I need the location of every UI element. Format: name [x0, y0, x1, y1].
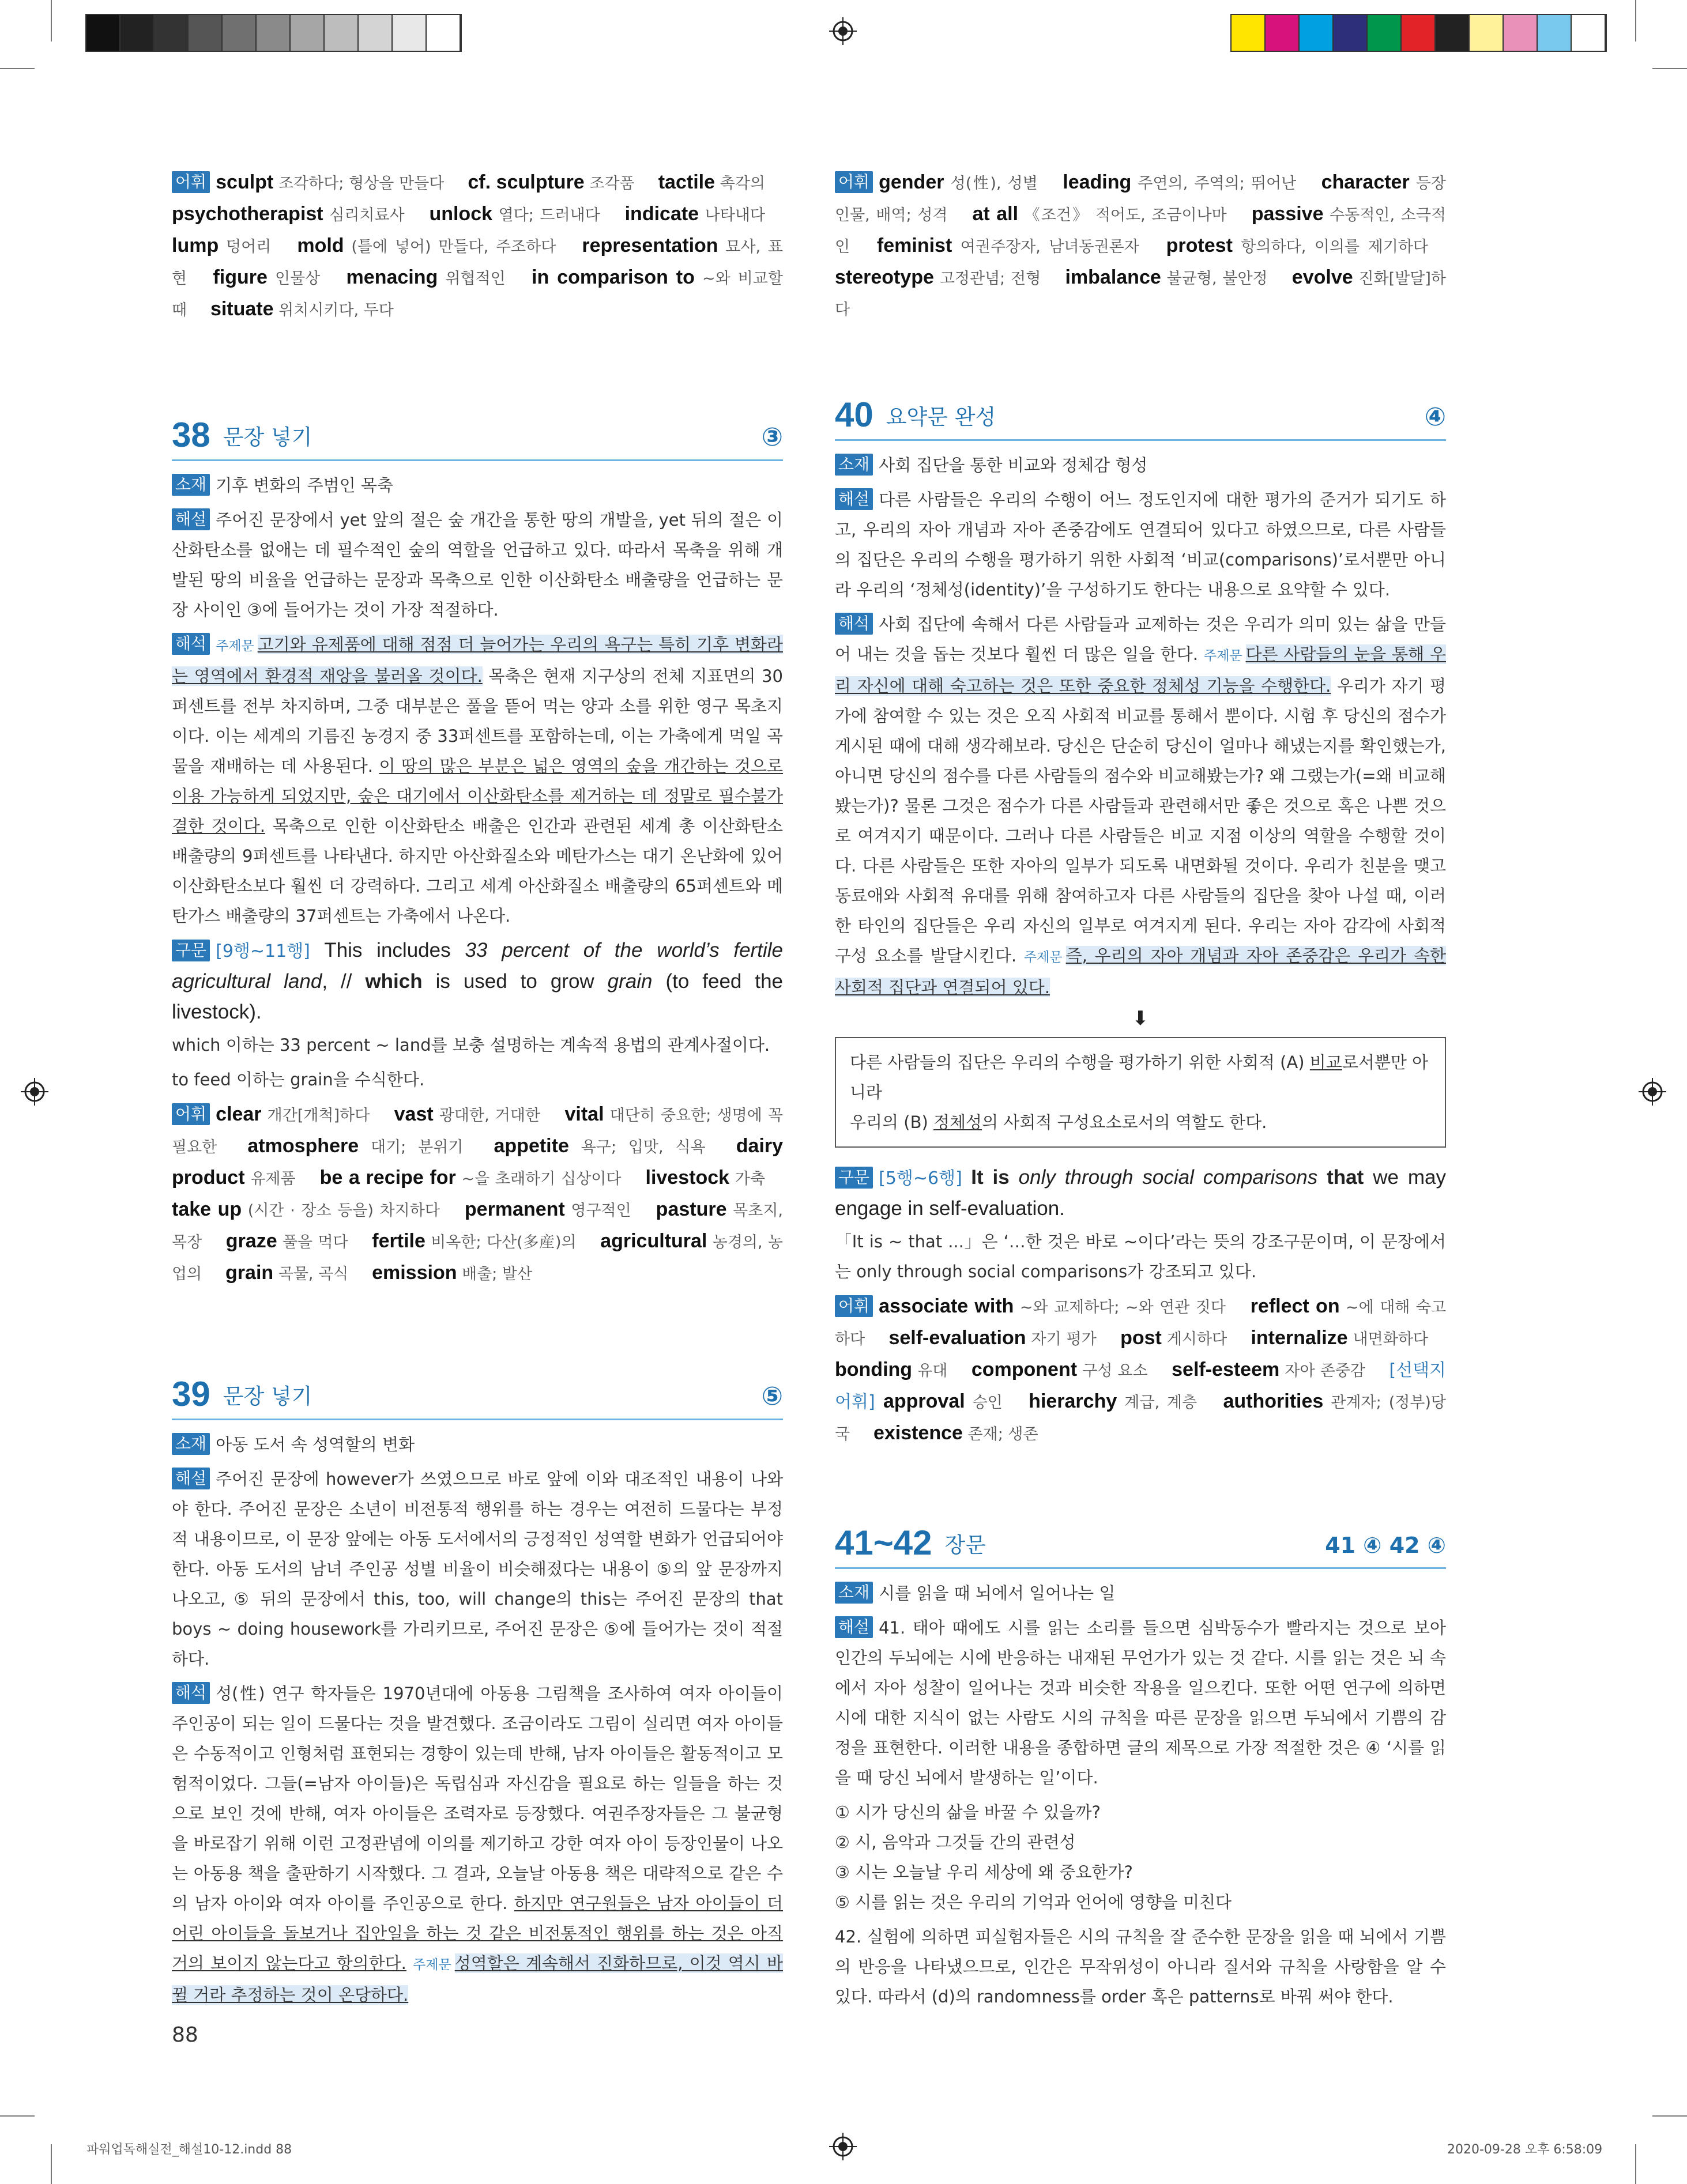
vocab-meaning: 광대한, 거대한 [433, 1107, 541, 1125]
process-color-bar [1230, 14, 1607, 52]
vocab-item [1065, 267, 1267, 288]
answer-mark: ⑤ [761, 1382, 783, 1411]
topic-text: 아동 도서 속 성역할의 변화 [216, 1435, 415, 1454]
vocab-meaning: 농경의, 농업의 [172, 1234, 783, 1283]
summary-text: 우리의 (B) [850, 1112, 928, 1132]
crop-mark [0, 2115, 35, 2117]
vocab-word: imbalance [1065, 266, 1161, 288]
color-swatch [1470, 15, 1504, 51]
vocab-item [1172, 1360, 1365, 1380]
vocab-item [247, 1136, 463, 1157]
vocab-word: figure [213, 266, 268, 288]
vocab-meaning: 위협적인 [438, 270, 506, 288]
option-list [835, 1797, 1446, 1917]
topic-sentence-label: 주제문 [413, 1957, 451, 1972]
vocab-meaning: 관계자; (정부)당국 [835, 1394, 1447, 1443]
structure-tag: 구문 [172, 940, 210, 961]
vocab-word: psychotherapist [172, 203, 323, 225]
right-column [835, 167, 1446, 2016]
color-swatch [325, 15, 359, 51]
vocab-meaning: 유제품 [244, 1170, 296, 1188]
color-swatch [427, 15, 461, 51]
vocab-word: self-evaluation [888, 1327, 1026, 1349]
vocab-item [394, 1104, 540, 1125]
vocab-item [1120, 1328, 1227, 1349]
vocab-meaning: ~에 대해 숙고하다 [835, 1299, 1447, 1348]
explain-tag: 해설 [172, 508, 210, 530]
color-swatch [257, 15, 291, 51]
vocab-meaning: ~와 교제하다; ~와 연관 짓다 [1014, 1299, 1226, 1317]
vocab-word: gender [879, 171, 944, 193]
question-type: 문장 넣기 [223, 425, 312, 450]
vocab-meaning: 게시하다 [1161, 1330, 1227, 1348]
vocab-word: emission [372, 1262, 457, 1284]
vocab-meaning: 등장인물, 배역; 성격 [835, 175, 1447, 224]
color-swatch [1232, 15, 1266, 51]
option-item: ① 시가 당신의 삶을 바꿀 수 있을까? [835, 1802, 1101, 1822]
structure-tag: 구문 [835, 1167, 873, 1189]
topic-sentence-label: 주제문 [1203, 648, 1242, 663]
structure-note: which 이하는 33 percent ~ land를 보충 설명하는 계속적 용법의 관계사절이다. [172, 1035, 770, 1055]
vocab-tag: 어휘 [172, 171, 210, 193]
vocab-word: grain [225, 1262, 274, 1284]
vocab-meaning: 개간[개척]하다 [261, 1107, 370, 1125]
vocab-item [873, 1423, 1038, 1444]
vocab-word: tactile [658, 171, 715, 193]
vocab-block-38 [172, 1099, 783, 1289]
translation-text: 목축은 현재 지구상의 전체 지표면의 30퍼센트를 전부 차지하며, 그중 대부분은 풀을 뜯어 먹는 양과 소를 위한 영구 목초지이다. 이는 세계의 기름진 농경지 중 33퍼센트를 포함하는데, 이는 가축에게 먹일 곡물을 재배하는 데 사용된다. [172, 666, 783, 776]
vocab-word: lump [172, 235, 219, 257]
vocab-meaning: 존재; 생존 [962, 1425, 1038, 1443]
translation-text: 사회 집단에 속해서 다른 사람들과 교제하는 것은 우리가 의미 있는 삶을 만들어 내는 것을 돕는 것보다 훨씬 더 많은 일을 한다. [835, 614, 1446, 664]
vocab-word: dairy product [172, 1135, 784, 1189]
explain-tag: 해설 [835, 1616, 873, 1638]
vocab-item [1063, 172, 1296, 193]
summary-text: 의 사회적 구성요소로서의 역할도 한다. [982, 1112, 1267, 1132]
underlined-sentence: 이 땅의 많은 부분은 넓은 영역의 숲을 개간하는 것으로 이용 가능하게 되었지만, 숲은 대기에서 이산화탄소를 제거하는 데 정말로 필수불가결한 것이다. [172, 756, 783, 836]
question-type: 요약문 완성 [886, 405, 996, 429]
vocab-item [347, 267, 506, 288]
vocab-item [225, 1263, 348, 1284]
vocab-meaning: 영구적인 [564, 1202, 631, 1220]
grayscale-color-bar [85, 14, 462, 52]
topic-text: 시를 읽을 때 뇌에서 일어나는 일 [879, 1583, 1116, 1603]
answer-mark: ③ [761, 423, 783, 452]
vocab-item [372, 1231, 576, 1252]
vocab-word: leading [1063, 171, 1132, 193]
vocab-word: passive [1251, 203, 1324, 225]
explanation-text: 주어진 문장에 however가 쓰였으므로 바로 앞에 이와 대조적인 내용이 나와야 한다. 주어진 문장은 소년이 비전통적 행위를 하는 경우는 여전히 드물다는 부정적 내용이므로, 이 문장 앞에는 아동 도서에서의 긍정적인 성역할 변화가 언급되어야 한다. 아동 도서의 남녀 주인공 성별 비율이 비슷해졌다는 내용이 ⑤의 앞 문장까지 나오고, ⑤ 뒤의 문장에서 this, too, will change의 this는 주어진 문장의 that boys ~ doing housework를 가리키므로, 주어진 문장은 ⑤에 들어가는 것이 적절하다. [172, 1469, 783, 1669]
vocab-meaning: 심리치료사 [323, 206, 405, 224]
topic-sentence-label: 주제문 [216, 639, 254, 654]
question-type: 장문 [944, 1533, 986, 1557]
vocab-meaning: 대단히 중요한; 생명에 꼭 필요한 [172, 1107, 783, 1156]
vocab-meaning: 풀을 먹다 [277, 1234, 348, 1251]
summary-box [835, 1037, 1446, 1148]
vocab-meaning: 여권주장자, 남녀동권론자 [952, 238, 1139, 256]
translation-tag: 해석 [835, 613, 873, 635]
option-item: ② 시, 음악과 그것들 간의 관련성 [835, 1832, 1076, 1852]
color-swatch [1368, 15, 1402, 51]
explanation-text: 41. 태아 때에도 시를 읽는 소리를 들으면 심박동수가 빨라지는 것으로 보아 인간의 두뇌에는 시에 반응하는 내재된 무언가가 있는 것 같다. 시를 읽는 것은 뇌 속에서 자아 성찰이 일어나는 것과 비슷한 작용을 일으킨다. 또한 어떤 연구에 의하면 시에 대한 지식이 없는 사람도 시의 규칙을 따른 문장을 읽으면 두뇌에서 기쁨의 감정을 표현한다. 이러한 내용을 종합하면 글의 제목으로 가장 적절한 것은 ④ ‘시를 읽을 때 당신 뇌에서 발생하는 일’이다. [835, 1618, 1446, 1787]
translation-tag: 해석 [172, 1682, 210, 1704]
vocab-word: clear [216, 1103, 262, 1125]
vocab-word: at all [972, 203, 1019, 225]
underlined-sentence: 하지만 연구원들은 남자 아이들이 더 어린 아이들을 돌보거나 집안일을 하는 것 같은 비전통적인 행위를 하는 것은 아직 거의 보이지 않는다고 항의한다. [172, 1893, 783, 1973]
color-swatch [1504, 15, 1538, 51]
topic-line [172, 470, 783, 500]
explanation-text: 다른 사람들은 우리의 수행이 어느 정도인지에 대한 평가의 준거가 되기도 하고, 우리의 자아 개념과 자아 존중감에도 연결되어 있다고 하였으므로, 다른 사람들의 집단은 우리의 수행을 평가하기 위한 사회적 ‘비교(comparisons)’로서뿐만 아니라 우리의 ‘정체성(identity)’을 구성하기도 한다는 내용으로 요약할 수 있다. [835, 490, 1446, 599]
vocab-meaning: 목초지, 목장 [172, 1202, 783, 1251]
registration-mark-icon [829, 17, 857, 45]
explain-tag: 해설 [835, 488, 873, 510]
vocab-word: hierarchy [1029, 1390, 1117, 1412]
vocab-word: graze [225, 1230, 277, 1252]
registration-mark-icon [21, 1078, 48, 1106]
vocab-word: agricultural [600, 1230, 707, 1252]
topic-tag: 소재 [172, 1433, 210, 1455]
vocab-word: unlock [429, 203, 493, 225]
vocab-word: post [1120, 1327, 1162, 1349]
vocab-word: take up [172, 1198, 242, 1220]
structure-note: to feed 이하는 grain을 수식한다. [172, 1070, 425, 1089]
vocab-meaning: 유대 [912, 1362, 948, 1380]
section-header-41-42 [835, 1525, 1446, 1569]
vocab-block-37 [172, 167, 783, 326]
vocab-item [625, 204, 765, 225]
translation-tag: 해석 [172, 633, 210, 655]
vocab-word: mold [297, 235, 344, 257]
option-vocab-label: [선택지 어휘] [835, 1360, 1447, 1412]
crop-mark [1652, 68, 1687, 69]
answer-mark: ④ [1424, 402, 1446, 432]
vocab-item [216, 172, 444, 193]
vocab-word: vital [564, 1103, 604, 1125]
vocab-item [213, 267, 320, 288]
vocab-word: character [1321, 171, 1410, 193]
vocab-word: indicate [624, 203, 699, 225]
topic-line [835, 450, 1446, 480]
vocab-meaning: 묘사, 표현 [172, 238, 783, 288]
vocab-word: associate with [879, 1295, 1014, 1317]
vocab-word: reflect on [1250, 1295, 1340, 1317]
section-header-40 [835, 397, 1446, 441]
vocab-meaning: 배출; 발산 [457, 1265, 533, 1283]
vocab-item [972, 204, 1226, 225]
vocab-meaning: 계급, 계층 [1117, 1394, 1198, 1412]
vocab-item [210, 299, 394, 320]
vocab-item [883, 1391, 1003, 1412]
color-swatch [393, 15, 427, 51]
summary-text: 로서뿐만 아니라 [850, 1053, 1429, 1102]
translation-text: 목축으로 인한 이산화탄소 배출은 인간과 관련된 세계 총 이산화탄소 배출량의 9퍼센트를 나타낸다. 하지만 아산화질소와 메탄가스는 대기 온난화에 있어 이산화탄소보다 훨씬 더 강력하다. 그리고 세계 아산화질소 배출량의 65퍼센트와 메탄가스 배출량의 37퍼센트는 가축에서 나온다. [172, 816, 784, 926]
vocab-meaning: 욕구; 입맛, 식욕 [568, 1138, 706, 1156]
explanation-paragraph [172, 1464, 783, 1674]
vocab-item [835, 267, 1041, 288]
topic-sentence: 고기와 유제품에 대해 점점 더 늘어가는 우리의 욕구는 특히 기후 변화라는 영역에서 환경적 재앙을 불러올 것이다. [172, 635, 783, 686]
vocab-meaning: (시간 · 장소 등을) 차지하다 [242, 1202, 440, 1220]
translation-text: 우리가 자기 평가에 참여할 수 있는 것은 오직 사회적 비교를 통해서 뿐이다. 시험 후 당신의 점수가 게시된 때에 대해 생각해보라. 당신은 단순히 당신이 얼마나 해냈는지를 확인했는가, 아니면 당신의 점수를 다른 사람들의 점수와 비교해봤는가? 왜 그랬는가(=왜 비교해봤는가)? 물론 그것은 점수가 다른 사람들과 관련해서만 좋은 것으로 혹은 나쁜 것으로 여겨지기 때문이다. 그러나 다른 사람들은 비교 지점 이상의 역할을 수행할 것이다. 다른 사람들은 또한 자아의 일부가 되도록 내면화될 것이다. 우리가 친분을 맺고 동료애와 사회적 유대를 위해 참여하고자 다른 사람들의 집단을 찾아 나설 때, 이러한 타인의 집단들은 우리 자신의 일부로 여겨지게 된다. 우리는 자아 감각에 사회적 구성 요소를 발달시킨다. [835, 676, 1446, 965]
vocab-meaning: 인물상 [267, 270, 321, 288]
topic-line [172, 1429, 783, 1459]
color-swatch [359, 15, 393, 51]
registration-mark-icon [1639, 1078, 1666, 1106]
vocab-meaning: 구성 요소 [1077, 1362, 1148, 1380]
vocab-word: evolve [1291, 266, 1353, 288]
vocab-word: stereotype [835, 266, 934, 288]
vocab-tag: 어휘 [172, 1103, 210, 1125]
explanation-text: 주어진 문장에서 yet 앞의 절은 숲 개간을 통한 땅의 개발을, yet 뒤의 절은 이산화탄소를 없애는 데 필수적인 숲의 역할을 언급하고 있다. 따라서 목축을 위해 개발된 땅의 비율을 언급하는 문장과 목축으로 인한 이산화탄소 배출량을 언급하는 문장 사이인 ③에 들어가는 것이 가장 적절하다. [172, 510, 783, 620]
color-swatch [1538, 15, 1572, 51]
vocab-meaning: 주연의, 주역의; 뛰어난 [1131, 175, 1297, 193]
option-item: ⑤ 시를 읽는 것은 우리의 기억과 언어에 영향을 미친다 [835, 1892, 1232, 1912]
page-number: 88 [172, 2023, 198, 2047]
vocab-meaning: 대기; 분위기 [359, 1138, 464, 1156]
vocab-meaning: ~을 초래하기 십상이다 [455, 1170, 622, 1188]
vocab-word: pasture [656, 1198, 727, 1220]
crop-mark [1652, 2115, 1687, 2117]
vocab-meaning: 나타내다 [699, 206, 765, 224]
vocab-meaning: 촉각의 [715, 175, 765, 193]
question-number: 40 [835, 395, 873, 434]
question-number: 39 [172, 1375, 210, 1413]
vocab-block-40 [835, 1291, 1446, 1450]
vocab-word: self-esteem [1172, 1359, 1280, 1380]
structure-part: is used to grow [435, 970, 594, 993]
vocab-word: livestock [645, 1167, 730, 1189]
vocab-item [658, 172, 765, 193]
vocab-meaning: 위치시키다, 두다 [273, 301, 394, 319]
vocab-word: component [971, 1359, 1078, 1380]
line-reference: [9행~11행] [216, 941, 310, 961]
vocab-item [879, 1296, 1226, 1317]
color-swatch [86, 15, 120, 51]
summary-answer-a: 비교 [1309, 1053, 1342, 1072]
vocab-item [297, 236, 556, 257]
answer-mark: 41 ④ 42 ④ [1325, 1533, 1446, 1558]
footer-filename: 파워업독해실전_해설10-12.indd 88 [86, 2142, 292, 2157]
structure-block [172, 936, 783, 1028]
color-swatch [1436, 15, 1470, 51]
topic-text: 사회 집단을 통한 비교와 정체감 형성 [879, 455, 1148, 475]
vocab-meaning: 진화[발달]하다 [835, 270, 1446, 319]
vocab-list [835, 1391, 1446, 1444]
vocab-word: representation [582, 235, 718, 257]
structure-part: (to feed the livestock). [172, 970, 784, 1023]
structure-part: grain [607, 970, 653, 993]
structure-part: we may engage in self-evaluation. [835, 1166, 1446, 1220]
explain-tag: 해설 [172, 1468, 210, 1489]
vocab-word: be a recipe for [319, 1167, 456, 1189]
vocab-item [172, 236, 271, 257]
vocab-meaning: 고정관념; 전형 [933, 270, 1041, 288]
color-swatch [155, 15, 189, 51]
vocab-word: appetite [494, 1135, 569, 1157]
vocab-meaning: 불균형, 불안정 [1161, 270, 1268, 288]
vocab-item [971, 1360, 1148, 1380]
vocab-word: atmosphere [247, 1135, 359, 1157]
translation-paragraph [172, 1678, 783, 2010]
vocab-meaning: 덩어리 [219, 238, 272, 256]
structure-part: which [365, 970, 423, 993]
structure-part: , // [322, 970, 352, 993]
vocab-list [835, 1296, 1446, 1380]
topic-sentence-label: 주제문 [1023, 950, 1063, 965]
section-header-39 [172, 1376, 783, 1420]
vocab-word: menacing [346, 266, 438, 288]
vocab-item [172, 204, 405, 225]
section-header-38 [172, 417, 783, 461]
vocab-item [877, 236, 1139, 257]
vocab-item [888, 1328, 1096, 1349]
crop-mark [1635, 2144, 1636, 2184]
summary-answer-b: 정체성 [933, 1112, 982, 1132]
topic-sentence: 성역할은 계속해서 진화하므로, 이것 역시 바뀔 거라 추정하는 것이 온당하다. [172, 1953, 784, 2005]
vocab-meaning: 열다; 드러내다 [492, 206, 600, 224]
vocab-word: existence [873, 1422, 963, 1444]
topic-sentence: 즉, 우리의 자아 개념과 자아 존중감은 우리가 속한 사회적 집단과 연결되어 있다. [835, 946, 1447, 997]
color-swatch [1572, 15, 1606, 51]
color-swatch [120, 15, 155, 51]
vocab-item [494, 1136, 706, 1157]
vocab-meaning: 곡물, 곡식 [273, 1265, 349, 1283]
crop-mark [1635, 0, 1636, 42]
question-number: 38 [172, 416, 210, 454]
vocab-meaning: 승인 [965, 1394, 1003, 1412]
structure-part: It is [971, 1166, 1010, 1189]
color-swatch [223, 15, 257, 51]
structure-block [835, 1163, 1446, 1224]
vocab-tag: 어휘 [835, 171, 873, 193]
vocab-item [646, 1168, 766, 1189]
vocab-item [372, 1263, 532, 1284]
option-item: ③ 시는 오늘날 우리 세상에 왜 중요한가? [835, 1862, 1133, 1882]
vocab-item [320, 1168, 622, 1189]
color-swatch [1300, 15, 1334, 51]
structure-part: 33 percent of the world’s fertile agricultural land [172, 939, 783, 993]
vocab-word: protest [1166, 235, 1233, 257]
vocab-meaning: 자아 존중감 [1279, 1362, 1365, 1380]
translation-paragraph [835, 609, 1446, 1002]
vocab-meaning: 항의하다, 이의를 제기하다 [1232, 238, 1428, 256]
left-column [172, 167, 783, 2015]
vocab-meaning: 내면화하다 [1347, 1330, 1429, 1348]
footer-timestamp: 2020-09-28 오후 6:58:09 [1447, 2142, 1603, 2157]
explanation-paragraph [172, 505, 783, 625]
registration-mark-icon [829, 2133, 857, 2160]
vocab-word: approval [883, 1390, 965, 1412]
vocab-block-39 [835, 167, 1446, 325]
vocab-meaning: 《조건》 적어도, 조금이나마 [1018, 206, 1227, 224]
vocab-meaning: ~와 비교할 때 [172, 270, 783, 319]
vocab-list [835, 172, 1446, 319]
question-type: 문장 넣기 [223, 1384, 312, 1409]
vocab-word: fertile [372, 1230, 425, 1252]
vocab-word: situate [210, 298, 274, 320]
question-number: 41~42 [835, 1523, 932, 1562]
color-swatch [189, 15, 223, 51]
vocab-word: authorities [1223, 1390, 1324, 1412]
vocab-item [1029, 1391, 1197, 1412]
vocab-item [835, 1360, 947, 1380]
explanation-paragraph [835, 485, 1446, 605]
structure-part: that [1327, 1166, 1364, 1189]
vocab-item [1166, 236, 1428, 257]
color-swatch [1402, 15, 1436, 51]
explanation-text: 42. 실험에 의하면 피실험자들은 시의 규칙을 잘 준수한 문장을 읽을 때 뇌에서 기쁨의 반응을 나타냈으므로, 인간은 무작위성이 아니라 질서와 규칙을 사랑함을 알 수 있다. 따라서 (d)의 randomness를 order 혹은 patterns로 바꿔 써야 한다. [835, 1927, 1446, 2006]
vocab-word: permanent [464, 1198, 565, 1220]
vocab-tag: 어휘 [835, 1295, 873, 1317]
topic-tag: 소재 [835, 454, 873, 476]
vocab-meaning: (틀에 넣어) 만들다, 주조하다 [344, 238, 556, 256]
vocab-word: vast [394, 1103, 434, 1125]
vocab-word: in comparison to [532, 266, 695, 288]
vocab-word: cf. sculpture [468, 171, 585, 193]
explanation-paragraph [835, 1613, 1446, 1793]
vocab-meaning: 조각하다; 형상을 만들다 [273, 175, 445, 193]
vocab-item [226, 1231, 348, 1252]
vocab-meaning: 자기 평가 [1026, 1330, 1097, 1348]
vocab-meaning: 조각품 [584, 175, 635, 193]
structure-part: This includes [324, 939, 451, 961]
vocab-meaning: 비옥한; 다산(多産)의 [425, 1234, 577, 1251]
down-arrow-icon: ⬇ [1132, 1007, 1149, 1030]
color-swatch [291, 15, 325, 51]
crop-mark [0, 68, 35, 69]
topic-tag: 소재 [835, 1582, 873, 1604]
structure-note: 「It is ~ that ...」은 ‘…한 것은 바로 ~이다’라는 뜻의 강조구문이며, 이 문장에서는 only through social comparisons가 강조되고 있다. [835, 1232, 1446, 1281]
translation-text: 성(性) 연구 학자들은 1970년대에 아동용 그림책을 조사하여 여자 아이들이 주인공이 되는 일이 드물다는 것을 발견했다. 조금이라도 그림이 실리면 여자 아이들은 수동적이고 인형처럼 표현되는 경향이 있는데 반해, 남자 아이들은 활동적이고 모험적이었다. 그들(=남자 아이들)은 독립심과 자신감을 필요로 하는 일들을 하는 것으로 보인 것에 반해, 여자 아이들은 조력자로 등장했다. 여권주장자들은 그 불균형을 바로잡기 위해 이런 고정관념에 이의를 제기하고 강한 여자 아이 등장인물이 나오는 아동용 책을 출판하기 시작했다. 그 결과, 오늘날 아동용 책은 대략적으로 같은 수의 남자 아이와 여자 아이를 주인공으로 한다. [172, 1684, 783, 1913]
vocab-word: internalize [1251, 1327, 1348, 1349]
vocab-item [172, 1199, 440, 1220]
summary-text: 다른 사람들의 집단은 우리의 수행을 평가하기 위한 사회적 (A) [850, 1053, 1305, 1072]
structure-part: only through social comparisons [1018, 1166, 1318, 1189]
vocab-list [172, 1104, 783, 1284]
crop-mark [51, 2144, 52, 2184]
vocab-item [216, 1104, 370, 1125]
vocab-item [465, 1199, 631, 1220]
crop-mark [51, 0, 52, 42]
translation-paragraph [172, 629, 783, 931]
topic-sentence: 다른 사람들의 눈을 통해 우리 자신에 대해 숙고하는 것은 또한 중요한 정체성 기능을 수행한다. [835, 644, 1447, 696]
vocab-item [429, 204, 600, 225]
color-swatch [1334, 15, 1368, 51]
topic-line [835, 1578, 1446, 1608]
vocab-item [879, 172, 1038, 193]
vocab-meaning: 수동적인, 소극적인 [835, 206, 1447, 256]
color-swatch [1266, 15, 1300, 51]
vocab-item [1251, 1328, 1428, 1349]
topic-text: 기후 변화의 주범인 목축 [216, 476, 393, 495]
line-reference: [5행~6행] [879, 1168, 962, 1189]
vocab-meaning: 성(性), 성별 [944, 175, 1038, 193]
vocab-item [468, 172, 634, 193]
vocab-word: bonding [835, 1359, 913, 1380]
vocab-list [172, 172, 783, 320]
topic-tag: 소재 [172, 474, 210, 496]
vocab-word: sculpt [216, 171, 274, 193]
vocab-meaning: 가축 [729, 1170, 765, 1188]
vocab-word: feminist [876, 235, 952, 257]
